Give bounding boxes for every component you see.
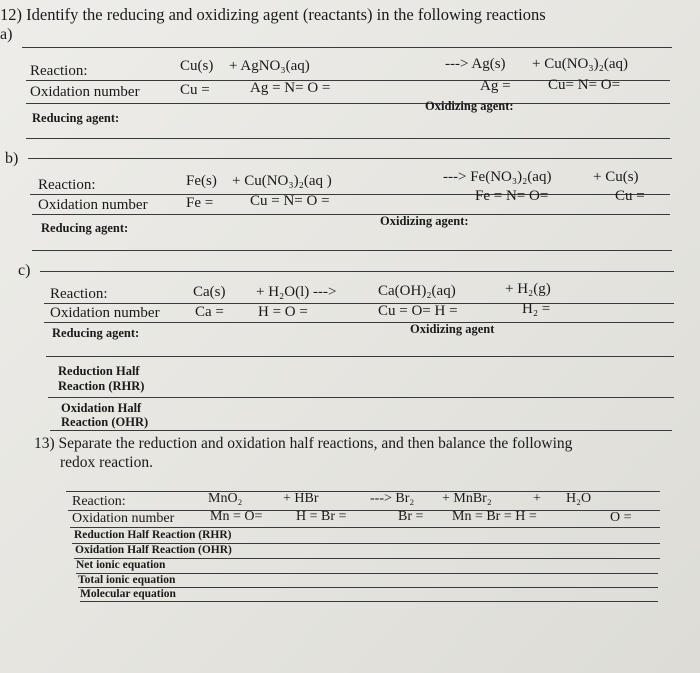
divider <box>26 103 670 104</box>
divider <box>46 356 674 357</box>
product-1: Ca(OH)₂(aq) <box>378 283 456 299</box>
oxidizing-agent-label: Oxidizing agent <box>410 322 495 336</box>
ox-product-2: Cu = <box>615 188 645 204</box>
reducing-agent-label: Reducing agent: <box>41 221 129 235</box>
reactant-1: Fe(s) <box>186 173 217 189</box>
q12-title: 12) Identify the reducing and oxidizing agent (reactants) in the following reactions <box>0 5 546 24</box>
ox-reactant-2: Cu = N= O = <box>250 193 330 209</box>
molecular-label: Molecular equation <box>80 588 176 600</box>
ox-product-1: Cu = O= H = <box>378 303 458 319</box>
product-2: + Cu(NO₃)₂(aq) <box>532 56 628 72</box>
ox-product-1: Br = <box>398 509 424 524</box>
ox-reactant-2: H = Br = <box>296 509 347 524</box>
rhr-label: Reduction Half Reaction (RHR) <box>74 529 232 541</box>
reactant-2: + Cu(NO₃)₂(aq ) <box>232 173 332 189</box>
reactant-2: + H₂O(l) ---> <box>256 284 337 300</box>
ox-product-1: Ag = <box>480 78 511 94</box>
divider <box>44 322 674 323</box>
part-b-label: b) <box>5 150 19 167</box>
ox-reactant-1: Ca = <box>195 304 224 320</box>
product-2: + MnBr₂ <box>442 491 492 506</box>
divider <box>48 397 674 398</box>
divider <box>28 158 672 159</box>
oxidizing-agent-label: Oxidizing agent: <box>425 99 514 113</box>
plus-sign: + <box>533 491 541 506</box>
reactant-1: Ca(s) <box>193 284 226 300</box>
product-3: H₂O <box>566 491 592 506</box>
ohr-label: Oxidation Half Reaction (OHR) <box>75 544 232 556</box>
divider <box>80 601 658 602</box>
rhr-label-line1: Reduction Half <box>58 364 140 378</box>
reactant-1: Cu(s) <box>180 58 214 74</box>
product-1: ---> Br₂ <box>370 491 415 506</box>
divider <box>44 303 674 304</box>
ox-reactant-1: Fe = <box>186 195 214 211</box>
net-ionic-label: Net ionic equation <box>76 559 166 571</box>
divider <box>40 271 674 272</box>
reactant-2: + HBr <box>283 491 319 506</box>
reducing-agent-label: Reducing agent: <box>32 111 120 125</box>
product-2: + H₂(g) <box>505 281 551 297</box>
oxidation-number-label: Oxidation number <box>38 197 148 213</box>
product-2: + Cu(s) <box>593 169 639 185</box>
divider <box>22 47 672 48</box>
ohr-label-line2: Reaction (OHR) <box>61 415 149 429</box>
divider <box>70 527 660 528</box>
ox-product-1: Fe = N= O= <box>475 188 549 204</box>
part-a-label: a) <box>0 26 13 43</box>
part-c-label: c) <box>18 262 31 279</box>
ox-product-2: H₂ = <box>522 301 551 317</box>
oxidation-number-label: Oxidation number <box>30 84 140 100</box>
reaction-label: Reaction: <box>30 63 88 79</box>
ox-reactant-2: Ag = N= O = <box>250 80 331 96</box>
reactant-1: MnO₂ <box>208 491 243 506</box>
total-ionic-label: Total ionic equation <box>78 574 176 586</box>
rhr-label-line2: Reaction (RHR) <box>58 379 145 393</box>
oxidation-number-label: Oxidation number <box>50 305 160 321</box>
product-1: ---> Fe(NO₃)₂(aq) <box>443 169 552 185</box>
reducing-agent-label: Reducing agent: <box>52 326 140 340</box>
reaction-label: Reaction: <box>38 177 96 193</box>
divider <box>26 138 670 139</box>
divider <box>32 250 672 251</box>
oxidizing-agent-label: Oxidizing agent: <box>380 214 469 228</box>
reaction-label: Reaction: <box>50 286 108 302</box>
ox-reactant-1: Mn = O= <box>210 509 263 524</box>
q13-subtitle: redox reaction. <box>60 454 153 471</box>
q13-title: 13) Separate the reduction and oxidation half reactions, and then balance the following <box>34 435 573 452</box>
divider <box>50 430 672 431</box>
divider <box>32 214 670 215</box>
ox-product-2: Mn = Br = H = <box>452 509 537 524</box>
reactant-2: + AgNO₃(aq) <box>229 58 310 74</box>
oxidation-number-label: Oxidation number <box>72 511 175 526</box>
ox-reactant-2: H = O = <box>258 304 308 320</box>
ox-product-2: Cu= N= O= <box>548 77 621 93</box>
ox-product-3: O = <box>610 510 632 525</box>
divider <box>30 194 670 195</box>
reaction-label: Reaction: <box>72 494 126 509</box>
ox-reactant-1: Cu = <box>180 82 210 98</box>
ohr-label-line1: Oxidation Half <box>61 401 142 415</box>
product-1: ---> Ag(s) <box>445 56 506 72</box>
